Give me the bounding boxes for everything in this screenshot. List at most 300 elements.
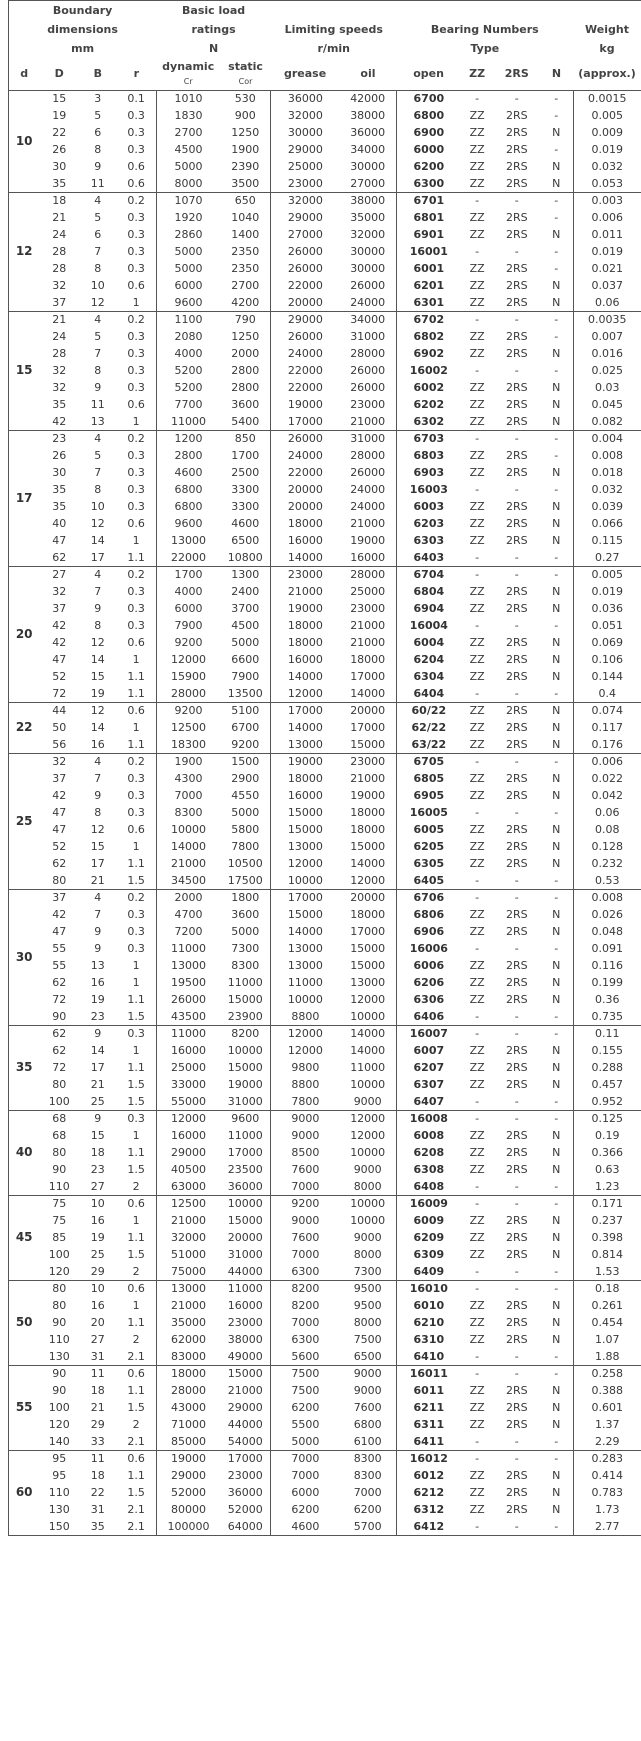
table-cell: 0.3 (117, 107, 157, 124)
table-cell: 0.3 (117, 464, 157, 481)
table-cell: 0.091 (591, 942, 624, 955)
table-cell: 85 (52, 1231, 67, 1244)
table-cell: 22000 (287, 279, 323, 292)
bearing-number-cell: 6404 (413, 686, 445, 700)
table-cell: 36000 (220, 1484, 271, 1501)
table-cell: 12 (79, 702, 116, 719)
table-cell: 0.814 (591, 1248, 624, 1261)
table-cell: N (540, 1331, 573, 1348)
table-cell: N (540, 498, 573, 515)
table-cell: 0.366 (591, 1146, 624, 1159)
table-cell: 4000 (174, 347, 203, 360)
table-cell: 47 (52, 653, 67, 666)
table-cell: N (540, 1297, 573, 1314)
bearing-number-cell: 6306 (413, 993, 445, 1006)
table-cell: 0.6 (117, 1195, 157, 1212)
table-cell: 5000 (174, 160, 203, 173)
table-row (9, 549, 641, 566)
table-cell: 18000 (287, 517, 323, 530)
table-cell: - (494, 889, 540, 906)
table-cell: 5600 (291, 1349, 320, 1363)
bearing-number-cell: 6700 (397, 90, 461, 107)
table-cell: ZZ (469, 1469, 485, 1482)
table-cell: 8300 (174, 806, 203, 819)
table-cell: 15000 (339, 957, 396, 974)
table-cell: 32 (52, 364, 67, 377)
bore-diameter-cell: 60 (9, 1450, 40, 1535)
table-row (9, 1450, 641, 1467)
table-cell: ZZ (469, 109, 485, 122)
table-cell: 0.53 (595, 873, 620, 887)
bearing-number-cell: 6405 (413, 873, 445, 887)
table-cell: 9 (79, 1025, 116, 1042)
table-cell: 18000 (339, 651, 396, 668)
table-cell: N (540, 702, 573, 719)
table-cell: - (540, 940, 573, 957)
table-cell: - (540, 872, 573, 889)
table-cell: 2350 (220, 243, 271, 260)
bearing-number-cell: 6301 (413, 295, 445, 309)
bearing-number-cell: 6200 (413, 160, 445, 173)
table-cell: 0.3 (117, 141, 157, 158)
table-cell: 0.6 (117, 1365, 157, 1382)
bearing-number-cell: 16005 (409, 806, 448, 819)
table-cell: 54000 (220, 1433, 271, 1450)
table-cell: 0.008 (573, 889, 641, 906)
table-cell: 14000 (170, 840, 206, 853)
table-row (9, 1467, 641, 1484)
table-cell: ZZ (469, 959, 485, 972)
table-cell: 2RS (505, 1333, 528, 1346)
table-cell: 1040 (220, 209, 271, 226)
table-row (9, 1433, 641, 1450)
table-cell: 24000 (287, 449, 323, 462)
table-cell: 1.1 (117, 991, 157, 1008)
table-cell: 7 (94, 245, 102, 258)
table-cell: 0.018 (591, 466, 624, 479)
header-weight-unit: kg (599, 42, 615, 55)
table-cell: 1.1 (117, 1059, 157, 1076)
table-cell: 1500 (220, 753, 271, 770)
table-cell: 1.1 (117, 1229, 157, 1246)
table-cell: 17 (90, 1061, 105, 1074)
table-cell: - (540, 1008, 573, 1025)
table-cell: 530 (220, 90, 271, 107)
table-cell: 2RS (505, 449, 528, 462)
table-cell: 7000 (291, 1316, 320, 1329)
table-cell: - (514, 1434, 519, 1448)
table-cell: 0.069 (591, 636, 624, 649)
table-cell: - (540, 107, 573, 124)
table-cell: 0.6 (117, 277, 157, 294)
table-cell: - (540, 1518, 573, 1535)
table-cell: - (540, 1110, 573, 1127)
table-cell: 0.045 (591, 398, 624, 411)
table-cell: - (494, 1280, 540, 1297)
table-cell: 0.171 (573, 1195, 641, 1212)
table-cell: 3500 (220, 175, 271, 192)
table-row (9, 770, 641, 787)
table-row (9, 243, 641, 260)
table-cell: 34000 (339, 311, 396, 328)
table-cell: 1.1 (117, 855, 157, 872)
table-cell: 10000 (287, 873, 323, 887)
table-cell: 14 (90, 721, 105, 734)
table-cell: 0.63 (595, 1163, 620, 1176)
table-row (9, 464, 641, 481)
table-cell: 23000 (271, 566, 339, 583)
table-cell: 790 (220, 311, 271, 328)
table-cell: 1.1 (117, 1467, 157, 1484)
table-cell: 30 (52, 160, 67, 173)
table-cell: 6 (94, 126, 102, 139)
table-cell: - (475, 550, 480, 564)
table-cell: 7 (94, 908, 102, 921)
table-cell: 12 (90, 636, 105, 649)
table-cell: 4200 (220, 294, 271, 311)
table-cell: - (540, 1195, 573, 1212)
table-cell: 95 (52, 1469, 67, 1482)
table-cell: 650 (220, 192, 271, 209)
table-cell: 2RS (505, 1299, 528, 1312)
table-cell: 2RS (505, 414, 528, 428)
table-cell: 7000 (291, 1179, 320, 1193)
table-cell: 1.5 (117, 1076, 157, 1093)
table-cell: 11000 (156, 1025, 220, 1042)
table-cell: 11000 (339, 1059, 396, 1076)
table-cell: 5 (94, 211, 102, 224)
table-cell: 30 (52, 466, 67, 479)
table-cell: 9 (94, 789, 102, 802)
table-cell: 0.116 (591, 959, 624, 972)
table-row (9, 736, 641, 753)
table-cell: 0.128 (591, 840, 624, 853)
table-cell: 18000 (156, 1365, 220, 1382)
table-cell: 62 (52, 1044, 67, 1057)
table-cell: 20000 (287, 483, 323, 496)
table-cell: 27000 (287, 228, 323, 241)
table-cell: 14000 (287, 550, 323, 564)
table-cell: 0.08 (595, 823, 620, 836)
table-cell: 38000 (220, 1331, 271, 1348)
table-cell: 12 (90, 823, 105, 836)
table-cell: 2RS (505, 1316, 528, 1329)
table-cell: 50 (52, 721, 67, 734)
table-cell: 0.005 (573, 566, 641, 583)
table-cell: 13000 (170, 534, 206, 547)
table-row (9, 396, 641, 413)
col-B: B (93, 67, 102, 81)
table-cell: 9600 (220, 1110, 271, 1127)
table-cell: ZZ (469, 1231, 485, 1244)
table-cell: 30000 (339, 158, 396, 175)
table-cell: N (540, 583, 573, 600)
header-boundary-line2: dimensions (47, 23, 118, 36)
table-row (9, 838, 641, 855)
table-cell: 9200 (156, 702, 220, 719)
table-row (9, 804, 641, 821)
table-row (9, 192, 641, 209)
table-cell: 17000 (220, 1144, 271, 1161)
table-cell: 25000 (170, 1061, 206, 1074)
table-cell: 0.06 (595, 806, 620, 819)
table-cell: N (540, 770, 573, 787)
table-cell: 9500 (339, 1280, 396, 1297)
table-row (9, 753, 641, 770)
table-row (9, 158, 641, 175)
table-cell: - (461, 566, 494, 583)
table-cell: 2RS (505, 381, 528, 394)
table-cell: 21000 (170, 857, 206, 870)
bearing-number-cell: 6207 (413, 1061, 445, 1074)
table-cell: 5200 (174, 364, 203, 377)
table-cell: - (540, 804, 573, 821)
table-row (9, 1348, 641, 1365)
table-cell: 3600 (220, 396, 271, 413)
table-cell: 21000 (170, 1214, 206, 1227)
table-cell: 0.032 (591, 160, 624, 173)
bearing-number-cell: 6706 (397, 889, 461, 906)
table-cell: 0.3 (117, 447, 157, 464)
table-cell: 1 (117, 1042, 157, 1059)
table-cell: - (475, 806, 480, 819)
table-row (9, 532, 641, 549)
table-cell: 28 (52, 245, 67, 258)
table-cell: 43000 (170, 1401, 206, 1414)
table-row (9, 1161, 641, 1178)
table-cell: 9600 (174, 295, 203, 309)
table-cell: 23 (90, 1009, 105, 1023)
bearing-number-cell: 6302 (413, 414, 445, 428)
table-cell: 4 (79, 889, 116, 906)
table-cell: 19 (90, 993, 105, 1006)
bearing-number-cell: 6009 (413, 1214, 445, 1227)
table-cell: 19000 (156, 1450, 220, 1467)
table-cell: 15000 (287, 823, 323, 836)
table-cell: 5000 (174, 262, 203, 275)
table-cell: ZZ (469, 1129, 485, 1142)
table-cell: 0.199 (591, 976, 624, 989)
table-cell: ZZ (469, 143, 485, 156)
table-cell: 8000 (174, 176, 203, 190)
table-cell: 0.19 (595, 1129, 620, 1142)
table-cell: 13000 (287, 840, 323, 853)
table-cell: - (475, 483, 480, 496)
bearing-number-cell: 6000 (413, 143, 445, 156)
table-cell: - (461, 1025, 494, 1042)
table-cell: 0.6 (117, 702, 157, 719)
table-cell: 23000 (339, 396, 396, 413)
table-cell: 0.042 (591, 789, 624, 802)
table-cell: - (461, 1365, 494, 1382)
table-cell: 14000 (339, 1025, 396, 1042)
table-cell: 17000 (220, 1450, 271, 1467)
table-cell: - (494, 1195, 540, 1212)
table-cell: 1.88 (595, 1349, 620, 1363)
table-row (9, 1365, 641, 1382)
table-cell: 16000 (220, 1297, 271, 1314)
table-cell: 6200 (291, 1401, 320, 1414)
table-cell: 4600 (174, 466, 203, 479)
table-cell: 23 (90, 1163, 105, 1176)
table-cell: 42000 (339, 90, 396, 107)
table-cell: 25 (90, 1248, 105, 1261)
table-cell: 2RS (505, 653, 528, 666)
bearing-number-cell: 16008 (397, 1110, 461, 1127)
table-cell: 42 (52, 789, 67, 802)
table-cell: 5700 (339, 1518, 396, 1535)
table-cell: 0.176 (591, 737, 624, 751)
table-row (9, 1195, 641, 1212)
table-row (9, 1314, 641, 1331)
table-cell: ZZ (469, 517, 485, 530)
table-cell: ZZ (469, 1044, 485, 1057)
table-cell: 15000 (287, 806, 323, 819)
table-cell: 1.5 (117, 1246, 157, 1263)
table-cell: 1.1 (117, 668, 157, 685)
table-cell: 2RS (505, 789, 528, 802)
table-cell: 32000 (271, 192, 339, 209)
table-cell: 0.032 (591, 483, 624, 496)
table-cell: 7500 (339, 1331, 396, 1348)
table-cell: 30000 (287, 126, 323, 139)
table-cell: 1 (117, 1212, 157, 1229)
table-cell: 0.3 (117, 362, 157, 379)
table-cell: 1.37 (595, 1418, 620, 1431)
table-cell: ZZ (469, 500, 485, 513)
table-cell: 16 (90, 1214, 105, 1227)
table-cell: 18 (90, 1384, 105, 1397)
table-cell: 2RS (505, 176, 528, 190)
table-row (9, 1246, 641, 1263)
bearing-number-cell: 16003 (409, 483, 448, 496)
table-row (9, 226, 641, 243)
table-cell: 2RS (505, 500, 528, 513)
table-cell: 13000 (170, 959, 206, 972)
bearing-number-cell: 6904 (413, 602, 445, 615)
table-cell: 33000 (170, 1078, 206, 1091)
table-cell: 13000 (339, 974, 396, 991)
table-cell: 22000 (287, 466, 323, 479)
table-cell: N (540, 1212, 573, 1229)
table-cell: 0.388 (591, 1384, 624, 1397)
table-cell: 0.398 (591, 1231, 624, 1244)
table-row (9, 1382, 641, 1399)
table-cell: - (461, 1280, 494, 1297)
table-cell: 0.003 (573, 192, 641, 209)
table-cell: - (540, 1263, 573, 1280)
table-cell: 7700 (174, 398, 203, 411)
table-cell: N (540, 600, 573, 617)
table-cell: 5000 (220, 634, 271, 651)
bearing-number-cell: 16004 (409, 619, 448, 632)
table-cell: 0.03 (595, 381, 620, 394)
table-cell: N (540, 294, 573, 311)
table-cell: 13000 (287, 959, 323, 972)
bearing-number-cell: 6905 (413, 789, 445, 802)
table-cell: 80 (52, 1299, 67, 1312)
table-cell: 1.73 (595, 1503, 620, 1516)
table-cell: 8 (94, 619, 102, 632)
table-cell: 21 (39, 311, 79, 328)
table-cell: - (540, 1093, 573, 1110)
table-cell: 4500 (220, 617, 271, 634)
bearing-number-cell: 6411 (413, 1434, 445, 1448)
table-cell: N (540, 396, 573, 413)
bore-diameter-cell: 50 (9, 1280, 40, 1365)
table-cell: 31 (90, 1349, 105, 1363)
table-cell: 0.6 (117, 515, 157, 532)
table-cell: 0.3 (117, 906, 157, 923)
table-cell: 43500 (170, 1009, 206, 1023)
table-cell: - (475, 245, 480, 258)
table-cell: 27 (90, 1333, 105, 1346)
table-cell: N (540, 1501, 573, 1518)
table-cell: N (540, 1161, 573, 1178)
table-cell: 56 (52, 737, 67, 751)
header-bearing-title: Bearing Numbers (430, 23, 539, 36)
table-cell: 1.1 (117, 1314, 157, 1331)
table-cell: 0.27 (595, 550, 620, 564)
table-cell: 18300 (170, 737, 206, 751)
table-cell: - (514, 1094, 519, 1108)
table-cell: 2RS (505, 1418, 528, 1431)
table-cell: 26000 (339, 362, 396, 379)
table-cell: 14 (90, 534, 105, 547)
table-cell: 35 (90, 1519, 105, 1533)
table-row (9, 1042, 641, 1059)
bearing-number-cell: 16001 (409, 245, 448, 258)
table-cell: 10 (79, 1195, 116, 1212)
table-cell: 20 (90, 1316, 105, 1329)
table-cell: 18000 (287, 636, 323, 649)
table-cell: 0.066 (591, 517, 624, 530)
table-row (9, 634, 641, 651)
table-cell: 2RS (505, 976, 528, 989)
table-cell: 26 (52, 449, 67, 462)
table-cell: - (540, 549, 573, 566)
table-cell: 2700 (174, 126, 203, 139)
table-cell: 0.006 (591, 211, 624, 224)
table-cell: 0.457 (591, 1078, 624, 1091)
bearing-number-cell: 6311 (413, 1418, 445, 1431)
table-cell: 9 (94, 942, 102, 955)
table-cell: 1070 (156, 192, 220, 209)
table-cell: 17000 (339, 719, 396, 736)
table-cell: 38000 (339, 192, 396, 209)
table-cell: ZZ (469, 789, 485, 802)
table-cell: 10 (90, 500, 105, 513)
table-cell: 0.019 (591, 143, 624, 156)
table-cell: 0.3 (117, 226, 157, 243)
table-cell: N (540, 175, 573, 192)
table-cell: 1700 (220, 447, 271, 464)
table-cell: 0.18 (573, 1280, 641, 1297)
table-row (9, 787, 641, 804)
table-cell: 1.07 (595, 1333, 620, 1346)
table-cell: ZZ (469, 993, 485, 1006)
table-cell: 0.007 (591, 330, 624, 343)
table-cell: - (540, 1433, 573, 1450)
table-cell: 0.261 (591, 1299, 624, 1312)
table-cell: 2RS (505, 228, 528, 241)
table-cell: 1 (117, 1127, 157, 1144)
table-cell: 0.3 (117, 583, 157, 600)
table-cell: 47 (52, 823, 67, 836)
table-cell: 29000 (170, 1146, 206, 1159)
table-cell: - (494, 566, 540, 583)
bearing-number-cell: 6007 (413, 1044, 445, 1057)
